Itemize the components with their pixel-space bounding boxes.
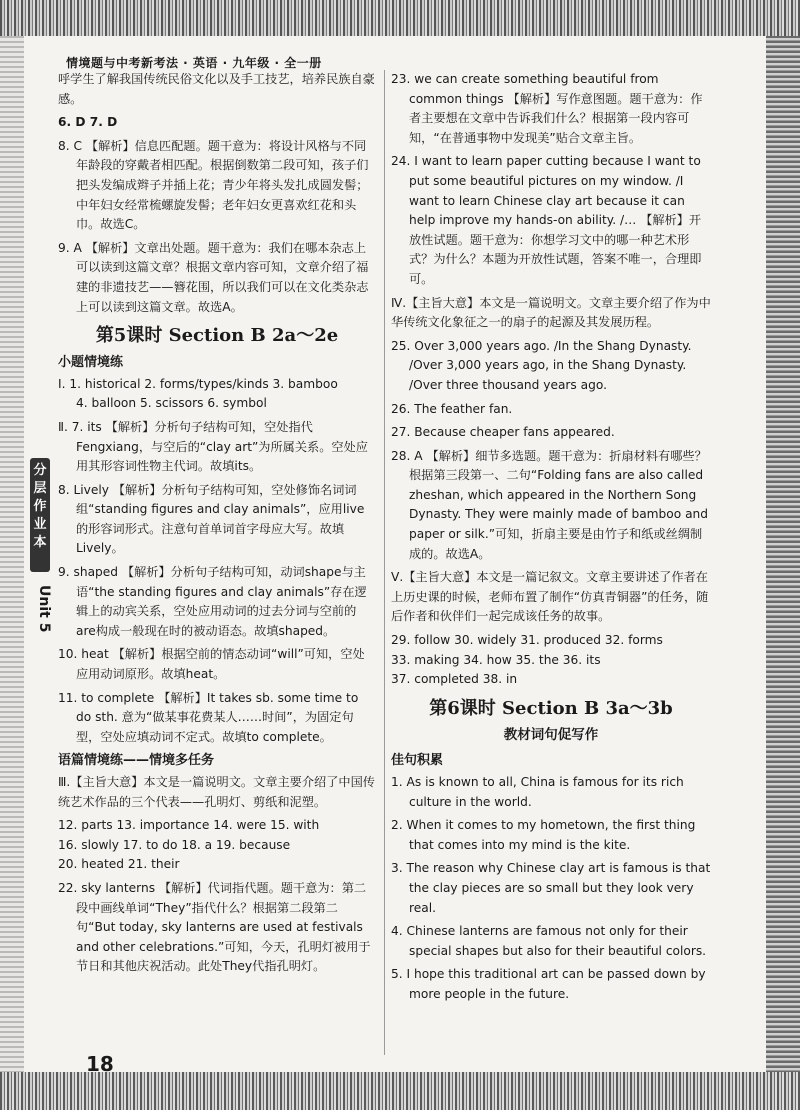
answer-para: 呼学生了解我国传统民俗文化以及手工技艺，培养民族自豪感。	[58, 72, 375, 106]
answer-line: 12. parts 13. importance 14. were 15. with	[58, 818, 320, 833]
sentence-item: 2. When it comes to my hometown, the first thing that comes into my mind is the kite.	[391, 818, 696, 852]
answer-line: 16. slowly 17. to do 18. a 19. because	[58, 837, 291, 852]
right-scan-band	[766, 36, 800, 1072]
answer-para: 9. A 【解析】文章出处题。题干意为：我们在哪本杂志上可以读到这篇文章？根据文章内容可知，文章介绍了福建的非遗技艺——簪花围，所以我们可以在文化类杂志上可以读到这篇文章。故选A。	[58, 240, 369, 314]
answer-para: Ⅱ. 7. its 【解析】分析句子结构可知，空处指代Fengxiang，与空后的“clay art”为所属关系。空处应用其形容词性物主代词。故填its。	[58, 419, 368, 474]
answer-para: 25. Over 3,000 years ago. /In the Shang Dynasty. /Over 3,000 years ago, in the Shang Dynasty. /Over three thousand years ago.	[391, 338, 692, 392]
answer-line: 27. Because cheaper fans appeared.	[391, 425, 615, 440]
answer-para: 9. shaped 【解析】分析句子结构可知，动词shape与主语“the standing figures and clay animals”存在逻辑上的动宾关系，空处应用动词的过去分词与空前的are构成一般现在时的被动语态。故填shaped。	[58, 565, 367, 638]
column-divider	[384, 70, 385, 1055]
lesson-6-subtitle: 教材词句促写作	[503, 726, 599, 743]
answer-line: 33. making 34. how 35. the 36. its	[391, 652, 601, 667]
left-column	[58, 70, 376, 981]
summary-para: Ⅳ.【主旨大意】本文是一篇说明文。文章主要介绍了作为中华传统文化象征之一的扇子的起源及其发展历程。	[391, 295, 711, 330]
answer-para: 8. C 【解析】信息匹配题。题干意为：将设计风格与不同年龄段的穿戴者相匹配。根据倒数第二段可知，孩子们把头发编成辫子并插上花；青少年将头发扎成圆发髻；中年妇女经常梳螺旋发髻；老年妇女更喜欢红花和头巾。故选C。	[58, 138, 369, 232]
summary-para: Ⅲ.【主旨大意】本文是一篇说明文。文章主要介绍了中国传统艺术作品的三个代表——孔明灯、剪纸和泥塑。	[58, 775, 375, 809]
answer-para: 24. I want to learn paper cutting because I want to put some beautiful pictures on my window. /I want to learn Chinese clay art because it can help improve my hands-on ability. /… 【解析】开放性试题。题干意为：你想学习文中的哪一种艺术形式？为什么？本题为开放性试题，答案不唯一，合理即可。	[391, 154, 702, 286]
lesson-6-title: 第6课时 Section B 3a～3b	[429, 697, 673, 719]
answer-line: 20. heated 21. their	[58, 857, 180, 872]
sentence-item: 5. I hope this traditional art can be passed down by more people in the future.	[391, 967, 706, 1001]
answer-line: Ⅰ. 1. historical 2. forms/types/kinds 3. bamboo	[58, 376, 338, 391]
answer-line: 37. completed 38. in	[391, 672, 518, 687]
section-title: 佳句积累	[391, 753, 444, 769]
sentence-item: 3. The reason why Chinese clay art is famous is that the clay pieces are so small but they look very real.	[391, 861, 711, 915]
sentence-item: 4. Chinese lanterns are famous not only for their special shapes but also for their beautiful colors.	[391, 924, 707, 958]
answer-para: 8. Lively 【解析】分析句子结构可知，空处修饰名词词组“standing figures and clay animals”，应用live的形容词形式。注意句首单词首字母应大写。故填Lively。	[58, 482, 365, 556]
page-number: 18	[86, 1052, 114, 1076]
answer-para: 23. we can create something beautiful from common things 【解析】写作意图题。题干意为：作者主要想在文章中告诉我们什么？根据第一段内容可知，“在普通事物中发现美”贴合文章主旨。	[391, 72, 703, 145]
answer-para: 28. A 【解析】细节多选题。题干意为：折扇材料有哪些？根据第三段第一、二句“Folding fans are also called zheshan, which appeared in the Northern Song Dynasty. They were mainly made of bamboo and paper or silk.”可知，折扇主要是由竹子和纸或丝绸制成的。故选A。	[391, 448, 708, 561]
top-scan-band	[0, 0, 800, 36]
answer-para: 10. heat 【解析】根据空前的情态动词“will”可知，空处应用动词原形。故填heat。	[58, 647, 365, 682]
side-unit-label: Unit 5	[36, 585, 52, 633]
running-header: 情境题与中考新考法 · 英语 · 九年级 · 全一册	[66, 56, 322, 70]
section-title: 语篇情境练——情境多任务	[58, 753, 215, 769]
answer-line: 4. balloon 5. scissors 6. symbol	[76, 396, 267, 411]
section-title: 小题情境练	[58, 355, 124, 371]
sentence-item: 1. As is known to all, China is famous for its rich culture in the world.	[391, 775, 684, 809]
summary-para: Ⅴ.【主旨大意】本文是一篇记叙文。文章主要讲述了作者在上历史课的时候，老师布置了制作“仿真青铜器”的任务，随后作者和伙伴们一起完成该任务的故事。	[391, 570, 709, 624]
answer-line: 26. The feather fan.	[391, 401, 513, 416]
answer-para: 11. to complete 【解析】It takes sb. some time to do sth. 意为“做某事花费某人……时间”，为固定句型，空处应填动词不定式。故填to complete。	[58, 690, 359, 744]
lesson-5-title: 第5课时 Section B 2a～2e	[95, 325, 339, 347]
answer-line: 29. follow 30. widely 31. produced 32. forms	[391, 633, 663, 648]
right-column	[391, 70, 711, 1009]
bottom-scan-band	[0, 1072, 800, 1110]
answer-para: 6. D 7. D	[58, 115, 118, 130]
answer-para: 22. sky lanterns 【解析】代词指代题。题干意为：第二段中画线单词“They”指代什么？根据第二段第二句“But today, sky lanterns are used at festivals and other celebrations.”可知，今天，孔明灯被用于节日和其他庆祝活动。此处They代指孔明灯。	[58, 880, 371, 974]
side-tab-label: 分层作业本	[30, 458, 50, 572]
left-scan-band	[0, 36, 24, 1072]
